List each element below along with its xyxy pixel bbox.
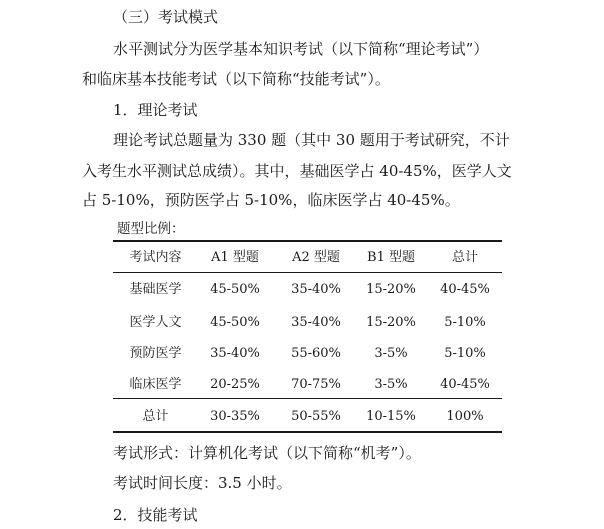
table-cell: 45-50% — [210, 315, 260, 330]
table-cell: 100% — [446, 409, 484, 424]
table-cell: 70-75% — [291, 377, 341, 392]
table-cell: 35-40% — [291, 315, 341, 330]
exam-time-text: 考试时间长度：3.5 小时。 — [113, 474, 292, 492]
theory-paragraph-line-2: 入考生水平测试总成绩）。其中，基础医学占 40-45%，医学人文 — [82, 162, 512, 180]
intro-line-2: 和临床基本技能考试（以下简称“技能考试”）。 — [82, 70, 390, 88]
table-cell: 3-5% — [374, 377, 408, 392]
table-bottom-rule — [113, 431, 502, 433]
theory-paragraph-line-1: 理论考试总题量为 330 题（其中 30 题用于考试研究，不计 — [113, 131, 510, 149]
table-header-rule — [113, 272, 502, 273]
table-header-cell: A1 型题 — [211, 250, 259, 265]
table-cell: 预防医学 — [129, 346, 182, 361]
table-cell: 10-15% — [366, 409, 416, 424]
table-caption: 题型比例： — [117, 221, 185, 237]
table-cell: 基础医学 — [129, 282, 182, 297]
table-cell: 5-10% — [444, 315, 486, 330]
table-cell: 55-60% — [291, 346, 341, 361]
table-cell: 5-10% — [444, 346, 486, 361]
skills-exam-heading: 2．技能考试 — [113, 506, 198, 524]
table-header-cell: 考试内容 — [129, 250, 182, 265]
table-header-cell: 总计 — [451, 250, 478, 265]
table-cell: 30-35% — [210, 409, 260, 424]
table-cell: 50-55% — [291, 409, 341, 424]
table-cell: 总计 — [142, 409, 169, 424]
table-cell: 45-50% — [210, 282, 260, 297]
table-cell: 35-40% — [291, 282, 341, 297]
table-cell: 35-40% — [210, 346, 260, 361]
table-header-cell: A2 型题 — [292, 250, 340, 265]
intro-line-1: 水平测试分为医学基本知识考试（以下简称“理论考试”） — [113, 40, 489, 58]
table-cell: 临床医学 — [129, 377, 182, 392]
table-top-rule — [113, 240, 502, 242]
table-cell: 40-45% — [440, 377, 490, 392]
section-heading: （三）考试模式 — [113, 8, 219, 26]
theory-exam-heading: 1．理论考试 — [113, 101, 198, 119]
table-cell: 医学人文 — [129, 315, 182, 330]
table-cell: 3-5% — [374, 346, 408, 361]
table-cell: 40-45% — [440, 282, 490, 297]
table-cell: 15-20% — [366, 282, 416, 297]
table-header-cell: B1 型题 — [367, 250, 415, 265]
table-cell: 15-20% — [366, 315, 416, 330]
table-cell: 20-25% — [210, 377, 260, 392]
theory-paragraph-line-3: 占 5-10%，预防医学占 5-10%，临床医学占 40-45%。 — [82, 191, 460, 209]
exam-form-text: 考试形式：计算机化考试（以下简称“机考”）。 — [113, 444, 421, 462]
table-total-rule — [113, 398, 502, 399]
